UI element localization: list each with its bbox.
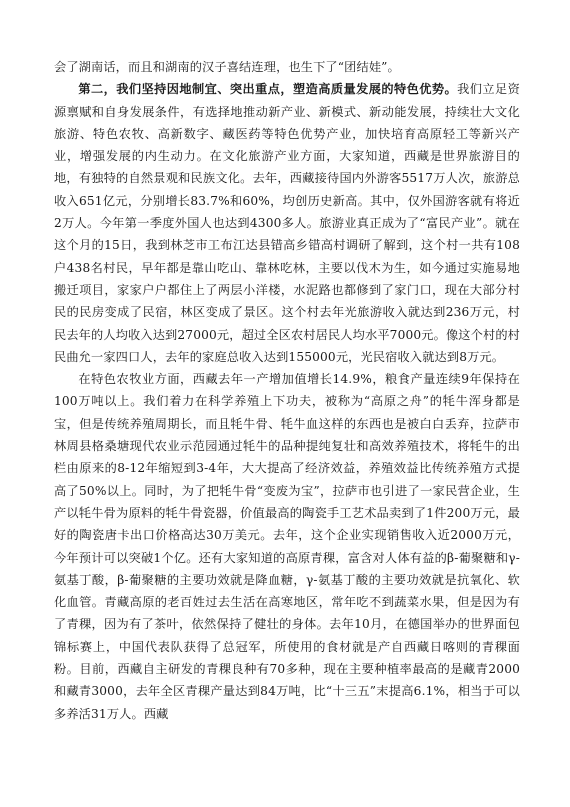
paragraph-continuation: 会了湖南话，而且和湖南的汉子喜结连理，也生下了“团结娃”。	[54, 60, 400, 74]
document-page	[54, 56, 520, 725]
paragraph-cultural-tourism	[54, 78, 520, 368]
paragraph-lead-sentence: 第二，我们坚持因地制宜、突出重点，塑造高质量发展的特色优势。	[78, 82, 458, 97]
paragraph-body: 我们立足资源禀赋和自身发展条件，有选择地推动新产业、新模式、新动能发展，持续壮大文化旅游、特色农牧、高新数字、藏医药等特色优势产业，加快培育高原轻工等新兴产业，增强发展的内生动力。在文化旅游产业方面，大家知道，西藏是世界旅游目的地，有独特的自然景观和民族文化。去年，西藏接待国内外游客5517万人次，旅游总收入651亿元，分别增长83.7%和60%，均创历史新高。其中，仅外国游客就有将近2万人。今年第一季度外国人也达到4300多人。旅游业真正成为了“富民产业”。就在这个月的15日，我到林芝市工布江达县错高乡错高村调研了解到，这个村一共有108户438名村民，早年都是靠山吃山、靠林吃林，主要以伐木为生，如今通过实施易地搬迁项目，家家户户都住上了两层小洋楼，水泥路也都修到了家门口，现在大部分村民的民房变成了民宿，林区变成了景区。这个村去年光旅游收入就达到236万元，村民去年的人均收入达到27000元，超过全区农村居民人均水平7000元。像这个村的村民曲允一家四口人，去年的家庭总收入达到155000元，光民宿收入就达到8万元。	[54, 82, 521, 364]
paragraph-agriculture: 在特色农牧业方面，西藏去年一产增加值增长14.9%，粮食产量连续9年保持在100万吨以上。我们着力在科学养殖上下功夫，被称为“高原之舟”的牦牛浑身都是宝，但是传统养殖周期长，而且牦牛骨、牦牛血这样的东西也是被白白丢弃，拉萨市林周县格桑塘现代农业示范园通过牦牛的品种提纯复壮和高效养殖技术，将牦牛的出栏由原来的8-12年缩短到3-4年，大大提高了经济效益，养殖效益比传统养殖方式提高了50%以上。同时，为了把牦牛骨“变废为宝”，拉萨市也引进了一家民营企业，生产以牦牛骨为原料的牦牛骨瓷器，价值最高的陶瓷手工艺术品卖到了1件200万元，最好的陶瓷唐卡出口价格高达30万美元。去年，这个企业实现销售收入近2000万元，今年预计可以突破1个亿。还有大家知道的高原青稞，富含对人体有益的β-葡聚糖和γ-氨基丁酸，β-葡聚糖的主要功效就是降血糖，γ-氨基丁酸的主要功效就是抗氧化、软化血管。青藏高原的老百姓过去生活在高寒地区，常年吃不到蔬菜水果，但是因为有了青稞，因为有了茶叶，依然保持了健壮的身体。去年10月，在德国举办的世界面包锦标赛上，中国代表队获得了总冠军，所使用的食材就是产自西藏日喀则的青稞面粉。目前，西藏自主研发的青稞良种有70多种，现在主要种植率最高的是藏青2000和藏青3000，去年全区青稞产量达到84万吨，比“十三五”末提高6.1%，相当于可以多养活31万人。西藏	[54, 372, 520, 721]
